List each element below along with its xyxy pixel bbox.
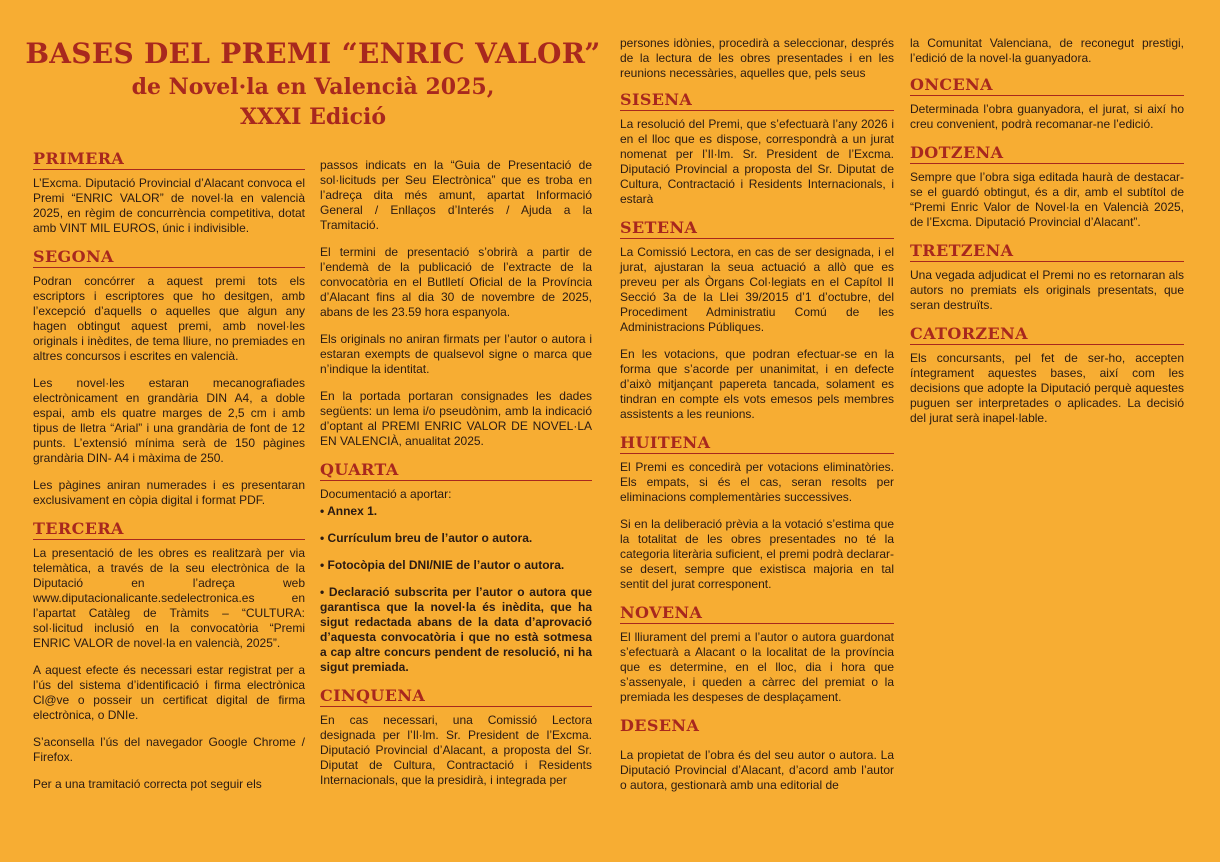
paragraph: Sempre que l’obra siga editada haurà de destacar-se el guardó obtingut, és a dir, amb el subtítol de “Premi Enric Valor de Novel·la en Valencià 2025, de l’Excma. Diputació Provincial d’Alacant”. xyxy=(910,170,1184,229)
paragraph: L’Excma. Diputació Provincial d’Alacant convoca el Premi “ENRIC VALOR” de novel·la en valencià 2025, en règim de concurrència competitiva, dotat amb VINT MIL EUROS, únic i indivisible. xyxy=(33,176,305,235)
section-sisena xyxy=(620,91,894,207)
paragraph: Si en la deliberació prèvia a la votació s’estima que la totalitat de les obres presentades no té la categoria literària suficient, el premi podrà declarar-se desert, sempre que existisca majoria en tal sentit del jurat corresponent. xyxy=(620,517,894,591)
bullet-item: • Declaració subscrita per l’autor o autora que garantisca que la novel·la és inèdita, que ha sigut redactada abans de la data d’aprovació d’aquesta convocatòria i que no està sotmesa a cap altre concurs pendent de resolució, ni ha sigut premiada. xyxy=(320,585,592,674)
section-heading: PRIMERA xyxy=(33,150,305,170)
paragraph: Podran concórrer a aquest premi tots els escriptors i escriptores que ho desitgen, amb l’excepció d’aquells o aquelles que algun any hagen obtingut aquest premi, amb novel·les originals i inèdites, de tema lliure, no premiades en altres concursos i escrites en valencià. xyxy=(33,274,305,363)
section-oncena xyxy=(910,76,1184,132)
section-heading: SETENA xyxy=(620,219,894,239)
paragraph: El Premi es concedirà per votacions eliminatòries. Els empats, si és el cas, seran resolts per eliminacions complementàries successives. xyxy=(620,460,894,504)
bullet-item: • Annex 1. xyxy=(320,504,378,518)
paragraph: Per a una tramitació correcta pot seguir els xyxy=(33,777,262,791)
paragraph: passos indicats en la “Guia de Presentació de sol·licituds per Seu Electrònica” que es troba en l’adreça dita més amunt, apartat Informació General / Enllaços d’Interés / Ajuda a la Tramitació. xyxy=(320,158,592,232)
section-catorzena xyxy=(910,325,1184,426)
column-2 xyxy=(320,158,592,800)
section-dotzena xyxy=(910,144,1184,230)
section-quarta xyxy=(320,461,592,675)
paragraph: El lliurament del premi a l’autor o autora guardonat s’efectuarà a Alacant o la localitat de la província que es determine, en el lloc, dia i hora que s’assenyale, i queden a càrrec del premiat o la premiada les despeses de desplaçament. xyxy=(620,630,894,704)
paragraph: La presentació de les obres es realitzarà per via telemàtica, a través de la seu electrònica de la Diputació en l’adreça web www.diputacionalicante.sedelectronica.es en l’apartat Catàleg de Tràmits – “CULTURA: sol·licitud inclusió en la convocatòria “Premi ENRIC VALOR de novel·la en valencià, 2025”. xyxy=(33,546,305,650)
paragraph: A aquest efecte és necessari estar registrat per a l’ús del sistema d’identificació i firma electrònica Cl@ve o posseir un certificat digital de firma electrònica, o DNIe. xyxy=(33,663,305,722)
paragraph: Documentació a aportar: xyxy=(320,487,452,501)
section-heading: CATORZENA xyxy=(910,325,1184,345)
paragraph: Les novel·les estaran mecanografiades electrònicament en grandària DIN A4, a doble espai, amb els quatre marges de 2,5 cm i amb tipus de lletra “Arial” i una grandària de font de 12 punts. L’extensió mínima serà de 150 pàgines grandària DIN- A4 i màxima de 250. xyxy=(33,376,305,465)
section-heading: CINQUENA xyxy=(320,687,592,707)
section-segona xyxy=(33,248,305,508)
section-primera xyxy=(33,150,305,236)
paragraph: Les pàgines aniran numerades i es presentaran exclusivament en còpia digital i format PDF. xyxy=(33,478,305,507)
paragraph: En cas necessari, una Comissió Lectora designada per l’Il·lm. Sr. President de l’Excma. Diputació Provincial d’Alacant, a proposta del Sr. Diputat de Cultura, Contractació i Residents Internacionals, que la presidirà, i integrada per xyxy=(320,713,592,787)
paragraph: El termini de presentació s’obrirà a partir de l’endemà de la publicació de l’extracte de la convocatòria en el Butlletí Oficial de la Província d’Alacant fins al dia 30 de novembre de 2025, abans de les 23.59 hora espanyola. xyxy=(320,245,592,319)
section-heading: SISENA xyxy=(620,91,894,111)
bullet-item: • Currículum breu de l’autor o autora. xyxy=(320,531,533,545)
section-desena xyxy=(620,717,894,793)
section-heading: TERCERA xyxy=(33,520,305,540)
section-heading: DESENA xyxy=(620,716,700,735)
paragraph: La resolució del Premi, que s’efectuarà l’any 2026 i en el lloc que es dispose, correspondrà a un jurat nomenat per l’Il·lm. Sr. President de l’Excma. Diputació Provincial a proposta del Sr. Diputat de Cultura, Contractació i Residents Internacionals, i estarà xyxy=(620,117,894,206)
title-line-1: BASES DEL PREMI “ENRIC VALOR” xyxy=(25,37,601,70)
section-huitena xyxy=(620,434,894,592)
document-title xyxy=(23,36,603,132)
section-heading: NOVENA xyxy=(620,604,894,624)
paragraph: Determinada l’obra guanyadora, el jurat, si així ho creu convenient, podrà recomanar-ne l’edició. xyxy=(910,102,1184,131)
section-tretzena xyxy=(910,242,1184,313)
paragraph: S’aconsella l’ús del navegador Google Chrome / Firefox. xyxy=(33,735,305,764)
paragraph: En la portada portaran consignades les dades següents: un lema i/o pseudònim, amb la indicació d’optant al PREMI ENRIC VALOR DE NOVEL·LA EN VALENCIÀ, anualitat 2025. xyxy=(320,389,592,448)
section-heading: TRETZENA xyxy=(910,242,1184,262)
section-cinquena xyxy=(320,687,592,788)
paragraph: La propietat de l’obra és del seu autor o autora. La Diputació Provincial d’Alacant, d’acord amb l’autor o autora, gestionarà amb una editorial de xyxy=(620,748,894,792)
section-heading: DOTZENA xyxy=(910,144,1184,164)
column-4 xyxy=(910,36,1184,438)
section-heading: QUARTA xyxy=(320,461,592,481)
title-line-2: de Novel·la en Valencià 2025, xyxy=(131,74,495,100)
section-heading: ONCENA xyxy=(910,76,1184,96)
paragraph: persones idònies, procedirà a seleccionar, després de la lectura de les obres presentades i en les reunions necessàries, aquelles que, pels seus xyxy=(620,36,894,80)
paragraph: Els originals no aniran firmats per l’autor o autora i estaran exempts de qualsevol signe o marca que n’indique la identitat. xyxy=(320,332,592,376)
column-3 xyxy=(620,36,894,805)
paragraph: Els concursants, pel fet de ser-ho, accepten íntegrament aquestes bases, així com les decisions que adopte la Diputació perquè aquestes puguen ser interpretades o aplicades. La decisió del jurat serà inapel·lable. xyxy=(910,351,1184,425)
section-setena xyxy=(620,219,894,422)
paragraph: En les votacions, que podran efectuar-se en la forma que s’acorde per unanimitat, i en defecte d’això mitjançant papereta tancada, solament es tindran en compte els vots emesos pels membres assistents a les reunions. xyxy=(620,347,894,421)
bullet-item: • Fotocòpia del DNI/NIE de l’autor o autora. xyxy=(320,558,565,572)
paragraph: Una vegada adjudicat el Premi no es retornaran als autors no premiats els originals presentats, que seran destruïts. xyxy=(910,268,1184,312)
section-heading: SEGONA xyxy=(33,248,305,268)
paragraph: la Comunitat Valenciana, de reconegut prestigi, l’edició de la novel·la guanyadora. xyxy=(910,36,1184,65)
section-novena xyxy=(620,604,894,705)
paragraph: La Comissió Lectora, en cas de ser designada, i el jurat, ajustaran la seua actuació a allò que es preveu per als Òrgans Col·legiats en el Capítol II Secció 3a de la Llei 39/2015 d’1 d’octubre, del Procediment Administratiu Comú de les Administracions Públiques. xyxy=(620,245,894,334)
section-heading: HUITENA xyxy=(620,434,894,454)
title-line-3: XXXI Edició xyxy=(239,104,387,130)
section-tercera xyxy=(33,520,305,792)
